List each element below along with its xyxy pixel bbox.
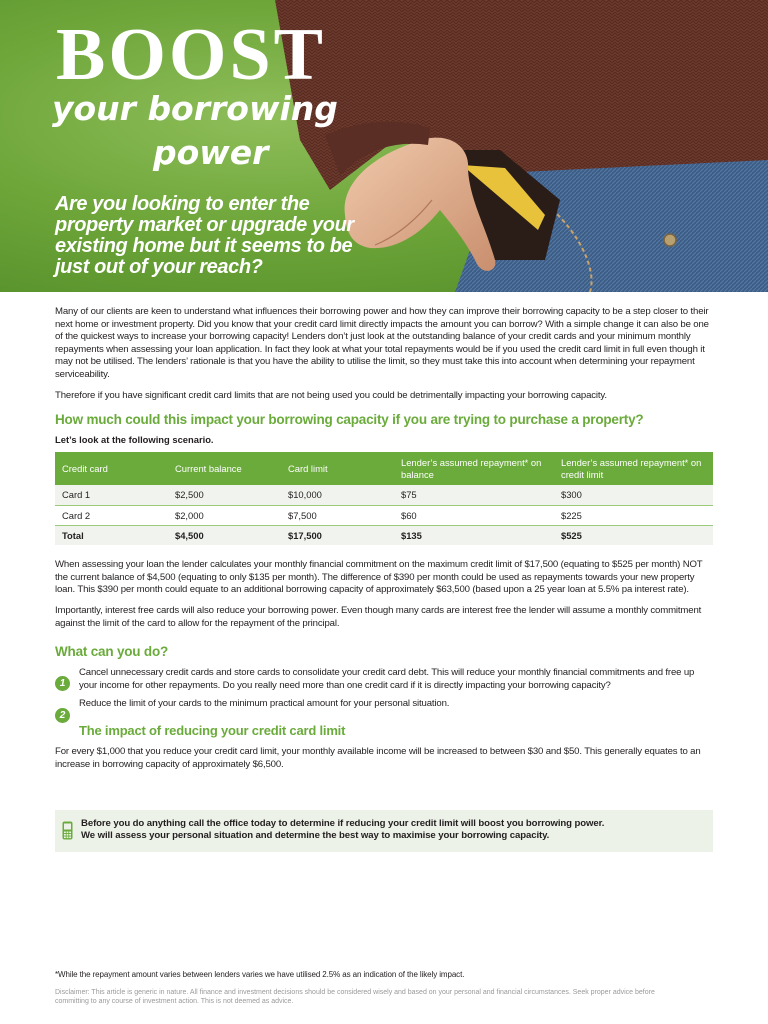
- table-row: [55, 485, 713, 505]
- table-cell: $4,500: [168, 525, 281, 545]
- hero-question: Are you looking to enter the property market or upgrade your existing home but it seems to be just out of your reach?: [55, 193, 354, 278]
- step-item-1: [55, 667, 713, 692]
- hero-banner: [0, 0, 768, 292]
- callout-line-1: Before you do anything call the office today to determine if reducing your credit limit will boost you borrowing power.: [81, 818, 605, 829]
- step-text: Reduce the limit of your cards to the minimum practical amount for your personal situation.: [79, 698, 450, 710]
- limit-impact-paragraph: For every $1,000 that you reduce your credit card limit, your monthly available income will be increased to between $30 and $50. This generally equates to an increase in borrowing capacity of approximately $6,500.: [55, 745, 701, 770]
- phone-icon: [62, 821, 73, 840]
- table-header-cell: Current balance: [175, 462, 242, 474]
- title-boost: BOOST: [56, 14, 326, 96]
- table-cell: $300: [554, 485, 713, 505]
- table-header-cell: Card limit: [288, 462, 328, 474]
- table-header-cell: Credit card: [62, 462, 108, 474]
- table-row: [55, 505, 713, 525]
- table-cell: Total: [55, 525, 168, 545]
- section-heading-impact: How much could this impact your borrowing capacity if you are trying to purchase a property?: [55, 412, 644, 428]
- table-cell: $7,500: [281, 505, 394, 525]
- table-row-total: [55, 525, 713, 545]
- call-to-action-box: [55, 810, 713, 852]
- callout-line-2: We will assess your personal situation and determine the best way to maximise your borrowing capacity.: [81, 830, 550, 842]
- intro-paragraph-1: Many of our clients are keen to understand what influences their borrowing power and how they can improve their borrowing capacity to be a step closer to their next home or investment property. Did you know that your credit card limit directly impacts the amount you can borrow? With a simple change it can also be one of the quickest ways to increase your borrowing capacity! Lenders don’t just look at the outstanding balance of your credit cards and your minimum monthly repayments when assessing your loan application. In fact they look at what your total repayments would be if you used the credit card limit in full even though it may not be utilised. The lenders’ rationale is that you have the ability to utilise the limit, so they must take this into account when determining your repayment serviceability.: [55, 306, 709, 380]
- table-cell: $2,000: [168, 505, 281, 525]
- step-number-badge: 2: [55, 708, 70, 723]
- table-cell: $225: [554, 505, 713, 525]
- section-heading-what-can-you-do: What can you do?: [55, 644, 169, 660]
- table-cell: Card 1: [55, 485, 168, 505]
- disclaimer: Disclaimer: This article is generic in nature. All finance and investment decisions should be considered wisely and based on your personal and financial circumstances. Seek proper advice before committing to any course of investment action. This is not deemed as advice.: [55, 989, 655, 1005]
- step-item-2: [55, 698, 713, 722]
- table-cell: $135: [394, 525, 554, 545]
- section-heading-limit-impact: The impact of reducing your credit card limit: [79, 722, 346, 738]
- table-cell: $17,500: [281, 525, 394, 545]
- table-header-row: [55, 452, 713, 485]
- table-cell: Card 2: [55, 505, 168, 525]
- scenario-label: Let’s look at the following scenario.: [55, 434, 214, 446]
- table-header-cell: Lender’s assumed repayment* on balance: [401, 457, 542, 480]
- credit-card-table: [55, 452, 713, 545]
- table-cell: $75: [394, 485, 554, 505]
- footnote: *While the repayment amount varies between lenders varies we have utilised 2.5% as an indication of the likely impact.: [55, 970, 465, 979]
- table-cell: $2,500: [168, 485, 281, 505]
- explanation-paragraph-1: When assessing your loan the lender calculates your monthly financial commitment on the maximum credit limit of $17,500 (equating to $525 per month) NOT the current balance of $4,500 (equating to only $135 per month). The difference of $390 per month could be used as repayments towards your new property loan. This $390 per month could equate to an additional borrowing capacity of approximately $63,500 (based upon a 25 year loan at 5.5% pa interest rate).: [55, 559, 703, 596]
- title-subtitle-line1: your borrowing: [52, 89, 338, 128]
- step-number-badge: 1: [55, 676, 70, 691]
- table-cell: $60: [394, 505, 554, 525]
- table-cell: $10,000: [281, 485, 394, 505]
- intro-paragraph-2: Therefore if you have significant credit card limits that are not being used you could be detrimentally impacting your borrowing capacity.: [55, 389, 607, 401]
- title-subtitle-line2: power: [153, 133, 269, 172]
- table-header-cell: Lender’s assumed repayment* on credit limit: [561, 457, 702, 480]
- explanation-paragraph-2: Importantly, interest free cards will also reduce your borrowing power. Even though many cards are interest free the lender will assume a monthly commitment against the limit of the card to allow for the repayment of the principal.: [55, 604, 702, 629]
- table-cell: $525: [554, 525, 713, 545]
- article-body: [55, 306, 713, 771]
- step-text: Cancel unnecessary credit cards and store cards to consolidate your credit card debt. This will reduce your monthly financial commitments and free up your income for other repayments. Do you really need more than one credit card if it is directly impacting your borrowing capacity?: [79, 667, 695, 691]
